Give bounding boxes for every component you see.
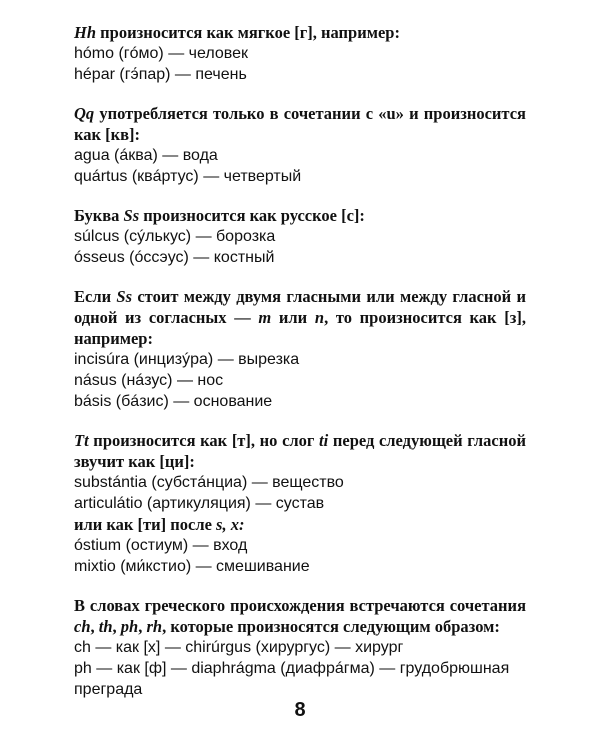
rule-s-voiced [74,286,526,412]
example-line: ósseus (óссэус) — костный [74,249,275,266]
rule-heading: Tt произносится как [т], но слог ti перед следующей гласной звучит как [ци]: [74,431,526,471]
example-line: súlcus (сýлькус) — борозка [74,228,276,245]
rule-s [74,205,526,268]
rule-t [74,430,526,577]
rule-q [74,103,526,187]
example-line: substántia (субстáнциа) — вещество [74,474,344,491]
letter-example: Ss [116,287,133,306]
rule-heading: Если Ss стоит между двумя гласными или между гласной и одной из согласных — m или n, то произносится как [з], например: [74,287,527,348]
rule-heading: Qq употребляется только в сочетании с «u» и произносится как [кв]: [74,104,526,144]
rule-greek [74,595,526,700]
rule-subheading: или как [ти] после s, x: [74,515,245,534]
example-line: quártus (квáртус) — четвертый [74,168,302,185]
letter-example: Ss [123,206,140,225]
letter-example: Hh [74,23,97,42]
example-line: násus (нáзус) — нос [74,372,224,389]
example-line: ph — как [ф] — diaphrágma (диафрáгма) — грудобрюшная преграда [74,660,510,698]
rule-heading: Hh произносится как мягкое [г], например: [74,23,400,42]
example-line: básis (бáзис) — основание [74,393,273,410]
example-line: hómo (гóмо) — человек [74,45,248,62]
page-content [74,22,526,700]
rule-h [74,22,526,85]
example-line: ch — как [х] — chirúrgus (хирургус) — хирург [74,639,404,656]
example-line: óstium (остиум) — вход [74,537,248,554]
letter-example: Tt [74,431,89,450]
rule-heading: Буква Ss произносится как русское [c]: [74,206,365,225]
page-number: 8 [294,699,306,721]
example-line: agua (áква) — вода [74,147,218,164]
letter-example: Qq [74,104,95,123]
example-line: mixtio (ми́кстио) — смешивание [74,558,310,575]
example-line: incisúra (инцизýра) — вырезка [74,351,300,368]
example-line: articulátio (артикуляция) — сустав [74,495,325,512]
rule-heading: В словах греческого происхождения встречаются сочетания ch, th, ph, rh, которые произносятся следующим образом: [74,596,526,636]
example-line: hépar (гэ́пар) — печень [74,66,247,83]
